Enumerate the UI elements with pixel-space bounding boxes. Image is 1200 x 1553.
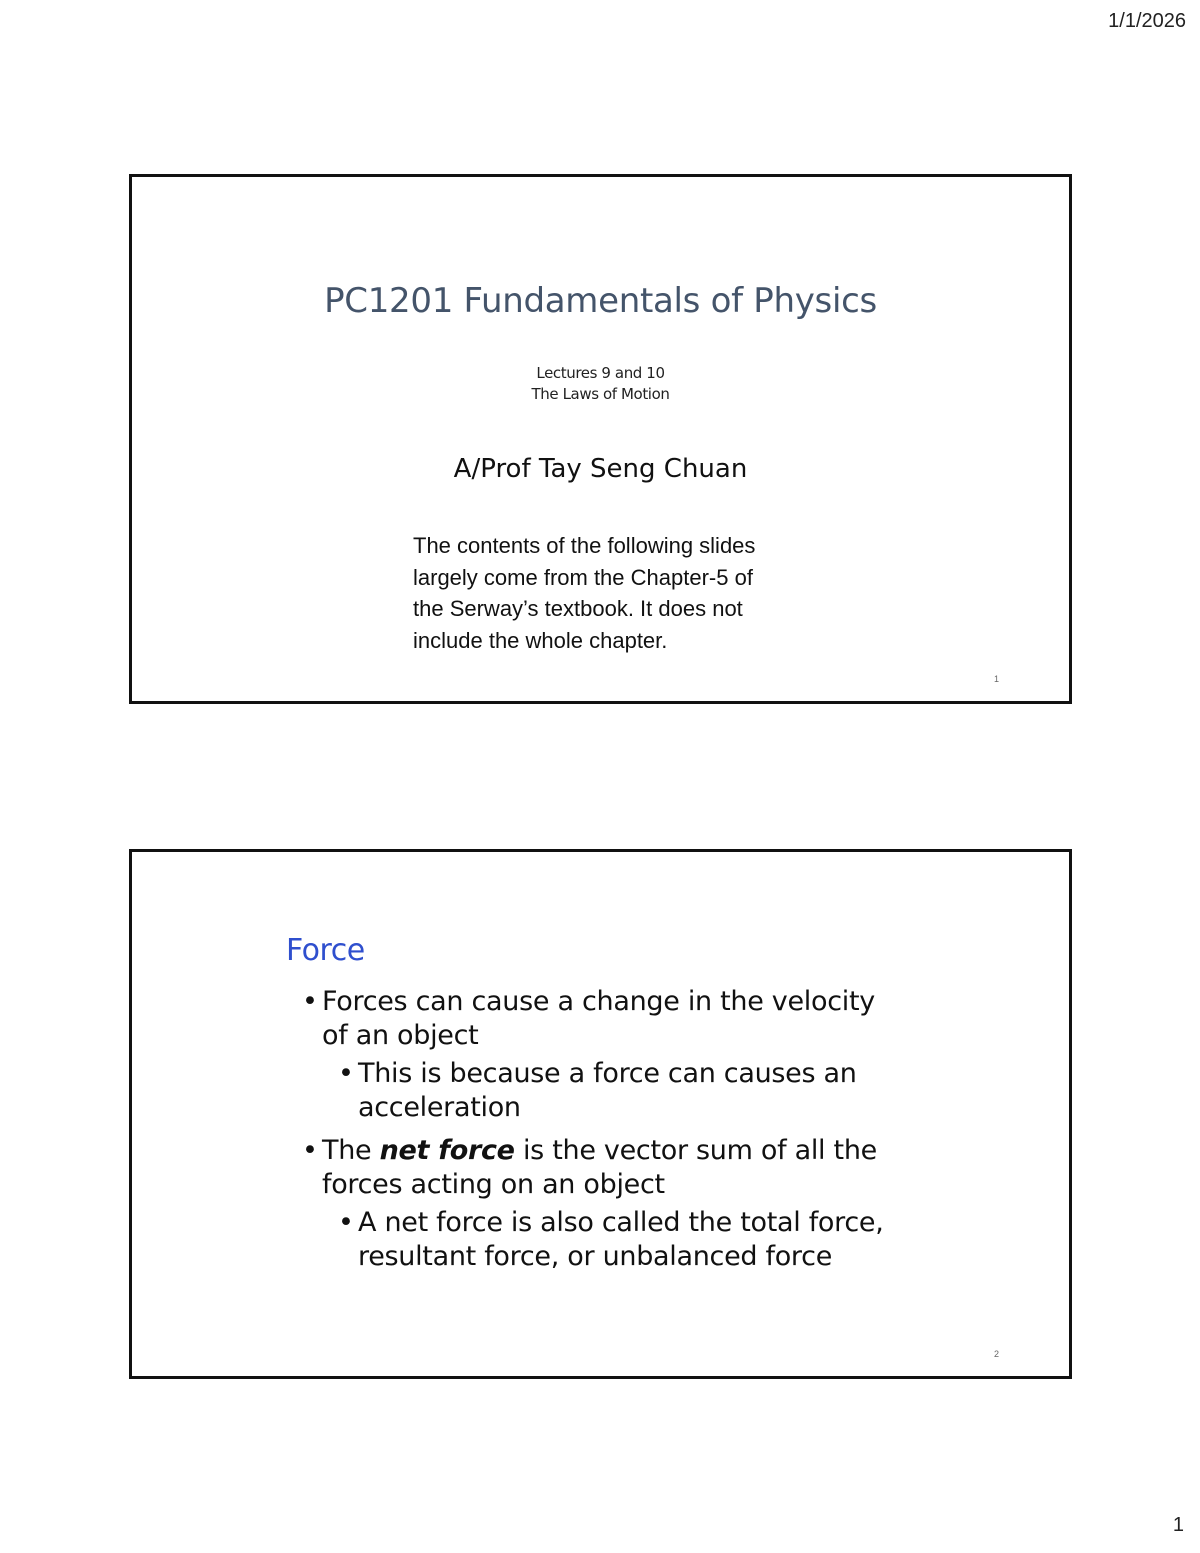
source-note-line: the Serway’s textbook. It does not (413, 596, 743, 621)
bullet-dot-icon: • (302, 1135, 318, 1166)
bullet-text: Forces can cause a change in the velocity of an object (322, 986, 875, 1051)
page-number: 1 (1172, 1514, 1184, 1536)
source-note-line: largely come from the Chapter-5 of (413, 564, 753, 590)
author-name: A/Prof Tay Seng Chuan (453, 454, 748, 484)
bullet-item (299, 985, 899, 1053)
sub-bullet-text: A net force is also called the total force, resultant force, or unbalanced force (358, 1207, 884, 1272)
bullet-dot-icon: • (338, 1058, 354, 1089)
slide-number: 1 (993, 674, 999, 684)
slide-2 (129, 849, 1072, 1379)
slide-heading: Force (286, 933, 365, 968)
slide-number: 2 (993, 1349, 999, 1359)
sub-bullet-item (299, 1057, 899, 1125)
bullet-dot-icon: • (338, 1207, 354, 1238)
slide-1 (129, 174, 1072, 704)
source-note-line: The contents of the following slides (413, 533, 756, 558)
sub-bullet-text: This is because a force can causes an acceleration (358, 1058, 857, 1123)
bullet-text-after: is the vector sum of all the forces acting on an object (322, 1135, 877, 1200)
source-note-line: include the whole chapter. (413, 627, 668, 653)
subtitle-line-topic: The Laws of Motion (531, 385, 670, 403)
bullet-text-before: The (322, 1135, 380, 1166)
page-date: 1/1/2026 (1108, 10, 1186, 32)
slide-subtitle (132, 363, 1069, 405)
bullet-item (299, 1134, 899, 1202)
sub-bullet-item (299, 1206, 899, 1274)
subtitle-line-lectures: Lectures 9 and 10 (536, 364, 665, 382)
net-force-term: net force (379, 1135, 515, 1166)
bullet-dot-icon: • (302, 986, 318, 1017)
source-note (413, 530, 833, 656)
bullet-list (299, 985, 899, 1274)
slide-title: PC1201 Fundamentals of Physics (324, 281, 877, 321)
